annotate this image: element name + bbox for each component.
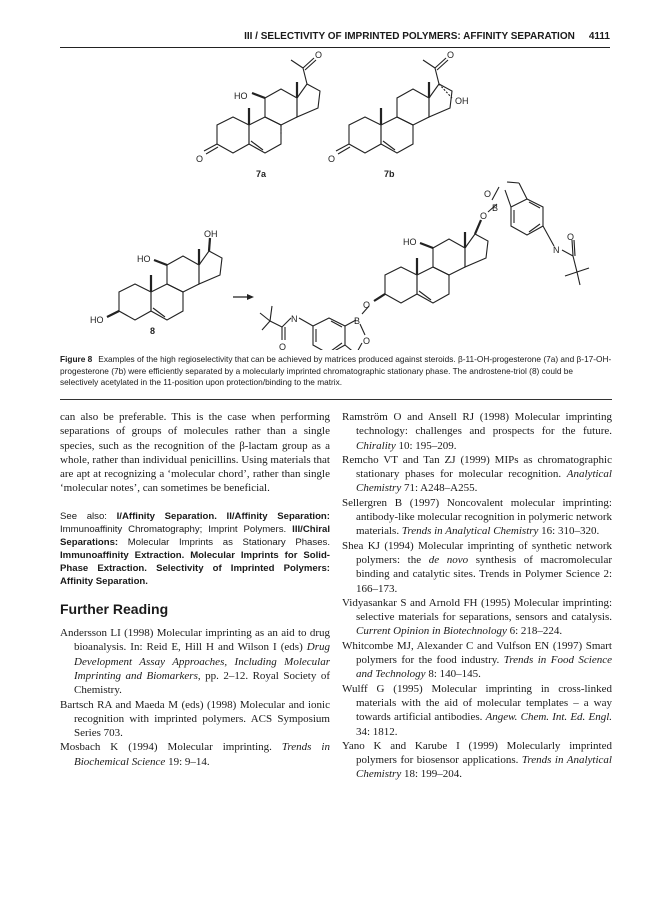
figure-8-structures (0, 0, 668, 350)
figure-caption (60, 354, 612, 389)
figure-label: Figure 8 (60, 354, 93, 364)
running-title: III / SELECTIVITY OF IMPRINTED POLYMERS: AFFINITY SEPARATION (244, 31, 575, 42)
atom-o-complex-upper-ring: O (484, 189, 492, 199)
atom-b-complex-lower: B (354, 316, 361, 326)
reference-item: Mosbach K (1994) Molecular imprinting. Trends in Biochemical Science 19: 9–14. (60, 741, 330, 768)
atom-o-complex-amide-upper: O (567, 232, 575, 242)
structure-7a (204, 58, 320, 154)
reference-item: Sellergren B (1997) Noncovalent molecular imprinting: antibody-like molecular recognition in polymeric network materials. Trends in Analytical Chemistry 16: 310–320. (342, 496, 612, 538)
reference-item: Ramström O and Ansell RJ (1998) Molecular imprinting technology: challenges and prospects for the future. Chirality 10: 195–209. (342, 411, 612, 452)
see-also-prefix: See also: (60, 510, 107, 522)
label-7a: 7a (256, 169, 267, 179)
caption-rule (60, 399, 612, 400)
atom-o-complex-lower-ring: O (363, 336, 371, 346)
further-reading-heading: Further Reading (60, 600, 169, 617)
atom-b-complex-upper: B (492, 203, 499, 213)
reference-item: Andersson LI (1998) Molecular imprinting as an aid to drug bioanalysis. In: Reid E, Hill H and Wilson I (eds) Drug Development Assay Approaches, Including Molecular Imprinting and Biomarkers, pp. 2–12. Royal Society of Chemistry. (60, 627, 331, 697)
see-also-link-2[interactable]: II/Affinity Separation: (226, 510, 330, 522)
see-also-link-4[interactable]: III/Chiral Separations: (60, 523, 331, 548)
see-also-link-8[interactable]: Selectivity of Imprinted Polymers: Affinity Separation. (60, 562, 330, 587)
reference-item: Whitcombe MJ, Alexander C and Vulfson EN (1997) Smart polymers for the food industry. Trends in Food Science and Technology 8: 140–145. (342, 639, 612, 681)
see-also-link-5[interactable]: Molecular Imprints as Stationary Phases. (127, 536, 330, 548)
reference-item: Yano K and Karube I (1999) Molecularly imprinted polymers for biosensor applications. Trends in Analytical Chemistry 18: 199–204. (342, 739, 612, 781)
atom-o-complex-lower-link: O (363, 300, 371, 310)
body-paragraph: can also be preferable. This is the case when performing separations of groups of molecules rather than a single species, such as the recognition of the β-lactam group as a whole, rather than individual penicillins. Using materials that are apt at recognizing a ‘molecular chord’, rather than single ‘molecular notes’, can sometimes be beneficial. (60, 411, 330, 495)
see-also (60, 510, 330, 588)
atom-o-7b-ketone: O (328, 154, 336, 164)
page-number: 4111 (588, 31, 610, 42)
reference-item: Bartsch RA and Maeda M (eds) (1998) Molecular and ionic recognition with imprinted polymers. ACS Symposium Series 703. (60, 698, 330, 740)
atom-oh-8-17: OH (204, 229, 218, 239)
caption-text: Examples of the high regioselectivity that can be achieved by matrices produced against steroids. β-11-OH-progesterone (7a) and β-17-OH-progesterone (7b) were efficiently separated by a molecularly imprinted chromatographic stationary phase. The androstene-triol (8) could be selectively acetylated in the 11-position upon protection/binding to the matrix. (60, 354, 612, 387)
right-column (342, 410, 612, 782)
see-also-link-1[interactable]: I/Affinity Separation. (116, 510, 217, 522)
reference-item: Wulff G (1995) Molecular imprinting in cross-linked materials with the aid of molecular templates – a way towards artificial antibodies. Angew. Chem. Int. Ed. Engl. 34: 1812. (342, 682, 612, 738)
structure-8 (107, 238, 222, 320)
label-7b: 7b (384, 169, 395, 179)
atom-o-7b-acetyl: O (447, 50, 455, 60)
see-also-link-3[interactable]: Immunoaffinity Chromatography; Imprint Polymers. (60, 523, 287, 535)
reference-item: Remcho VT and Tan ZJ (1999) MIPs as chromatographic stationary phases for molecular recognition. Analytical Chemistry 71: A248–A255. (342, 453, 612, 495)
atom-ho-7a: HO (234, 91, 248, 101)
atom-n-complex-lower: N (291, 314, 298, 324)
atom-o-7a-acetyl: O (315, 50, 323, 60)
structure-7b (336, 58, 452, 154)
atom-o-7a-ketone: O (196, 154, 204, 164)
atom-oh-7b: OH (455, 96, 469, 106)
atom-n-complex-upper: N (553, 245, 560, 255)
atom-ho-complex: HO (403, 237, 417, 247)
atom-o-complex-amide-lower: O (279, 342, 287, 350)
atom-ho-8-3: HO (90, 315, 104, 325)
atom-ho-8-11: HO (137, 254, 151, 264)
see-also-link-6[interactable]: Immunoaffinity Extraction. (60, 549, 185, 561)
see-also-link-7[interactable]: Molecular Imprints for Solid-Phase Extraction. (60, 549, 331, 574)
reference-item: Shea KJ (1994) Molecular imprinting of synthetic network polymers: the de novo synthesis of macromolecular binding and catalytic sites. Trends in Polymer Science 2: 166–173. (342, 539, 613, 595)
reference-item: Vidyasankar S and Arnold FH (1995) Molecular imprinting: selective materials for separations, sensors and catalysis. Current Opinion in Biotechnology 6: 218–224. (342, 596, 612, 638)
reaction-arrow (233, 294, 254, 300)
atom-o-complex-upper-link: O (480, 211, 488, 221)
left-column (60, 410, 330, 769)
structure-complex (260, 182, 589, 350)
label-8: 8 (150, 326, 156, 336)
